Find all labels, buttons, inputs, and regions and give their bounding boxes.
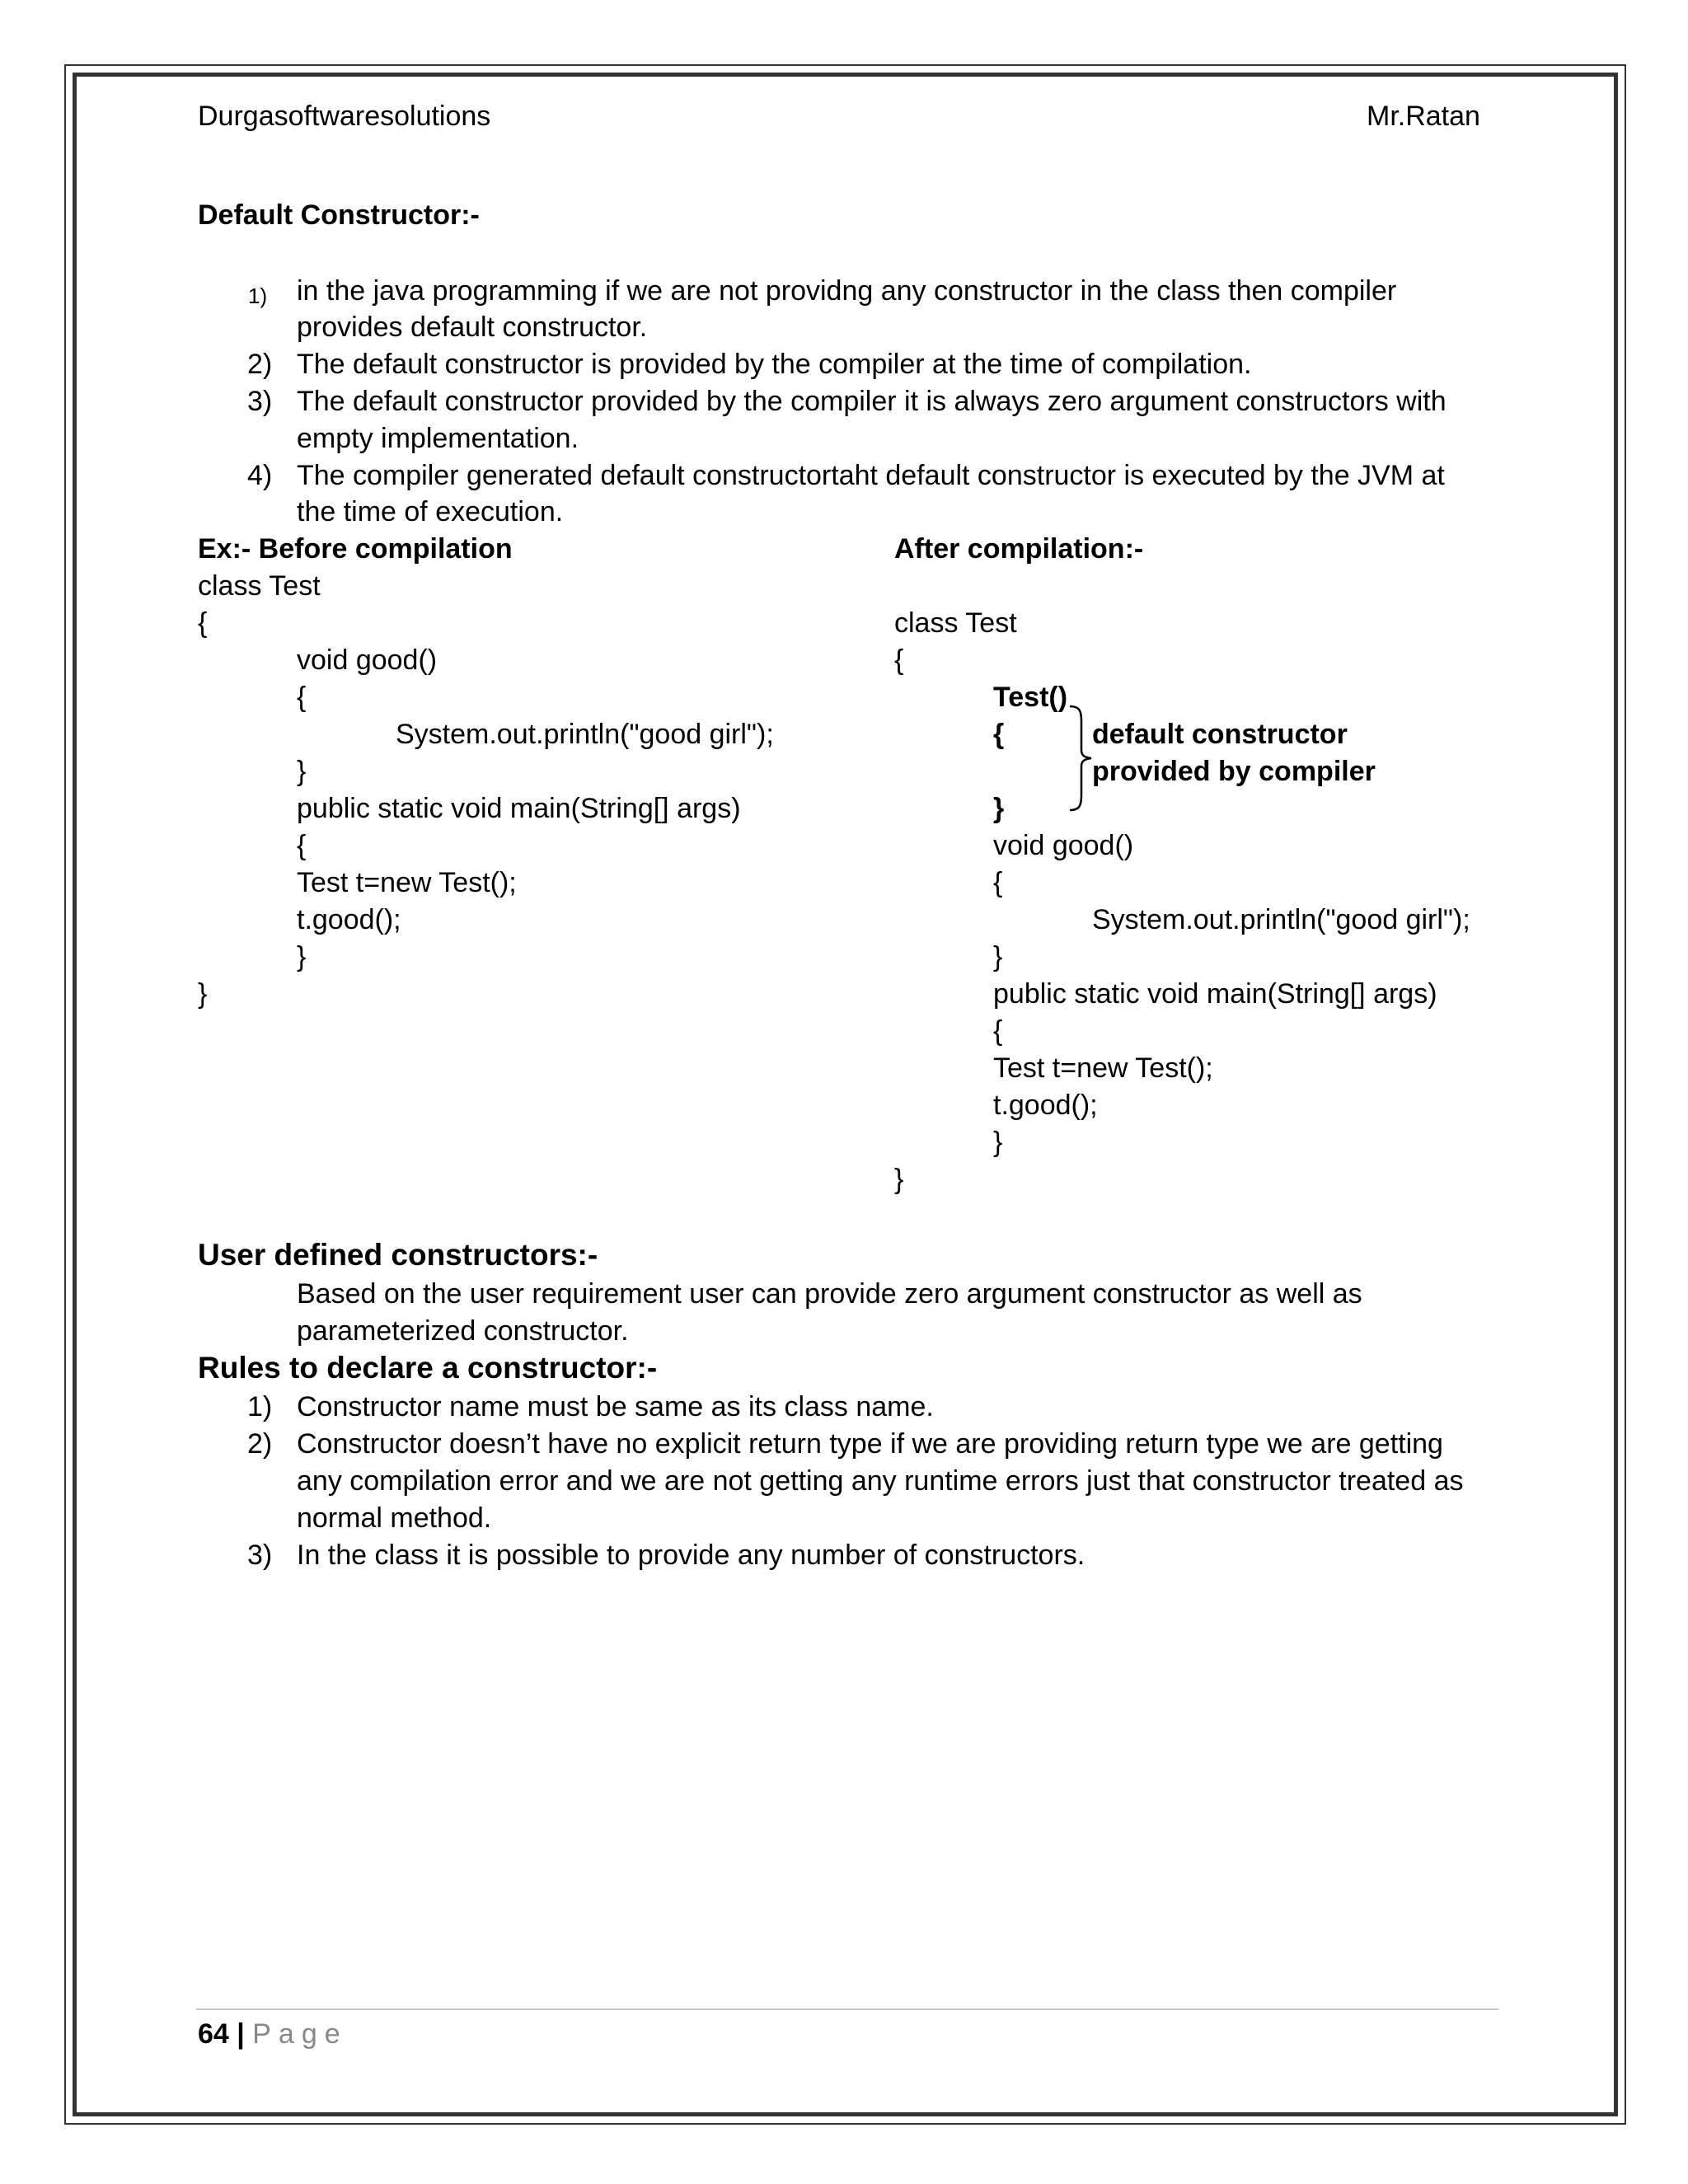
list-item-line: The compiler generated default constructortaht default constructor is executed by the JVM at (297, 460, 1445, 491)
code-line: void good() (297, 644, 438, 676)
code-line: Test t=new Test(); (993, 1052, 1213, 1084)
list-number: 1) (248, 284, 268, 308)
code-line: } (297, 756, 307, 787)
after-compilation-heading: After compilation:- (894, 533, 1144, 565)
code-line: } (993, 941, 1003, 972)
page-word: Page (252, 2018, 348, 2050)
section-title-user-defined: User defined constructors:- (198, 1238, 598, 1272)
list-number: 1) (247, 1391, 273, 1422)
list-item-line: in the java programming if we are not providng any constructor in the class then compiler (297, 275, 1397, 307)
code-line: Test t=new Test(); (297, 867, 517, 898)
list-item-line: the time of execution. (297, 496, 564, 527)
page-number: 64 (198, 2018, 229, 2050)
annotation-line: provided by compiler (1092, 756, 1376, 787)
list-item-line: provides default constructor. (297, 312, 648, 343)
code-line: } (894, 1164, 904, 1195)
code-line-default-constructor: Test() (993, 682, 1068, 713)
code-line-default-constructor: { (993, 719, 1005, 750)
list-item-line: any compilation error and we are not getting any runtime errors just that constructor treated as (297, 1465, 1464, 1497)
code-line: { (993, 867, 1003, 898)
list-item-line: Constructor name must be same as its class name. (297, 1391, 934, 1422)
code-line: } (198, 978, 208, 1010)
code-line: void good() (993, 830, 1134, 861)
header-left: Durgasoftwaresolutions (198, 101, 491, 132)
code-line: } (297, 941, 307, 972)
before-compilation-heading: Ex:- Before compilation (198, 533, 513, 565)
code-line: t.good(); (297, 904, 401, 935)
code-line: { (993, 1015, 1003, 1047)
list-number: 2) (247, 349, 273, 380)
code-line: class Test (894, 607, 1017, 639)
list-number: 3) (247, 1540, 273, 1571)
list-item-line: normal method. (297, 1502, 492, 1534)
code-line: System.out.println("good girl"); (1092, 904, 1470, 935)
list-item-line: The default constructor is provided by the compiler at the time of compilation. (297, 349, 1252, 380)
header-right: Mr.Ratan (1367, 101, 1480, 132)
section-title-default-constructor: Default Constructor:- (198, 199, 480, 231)
list-item-line: empty implementation. (297, 423, 579, 454)
code-line: { (297, 830, 307, 861)
code-line: public static void main(String[] args) (297, 793, 741, 824)
page-separator: | (237, 2018, 245, 2050)
code-line: { (198, 607, 208, 639)
paragraph-line: Based on the user requirement user can provide zero argument constructor as well as (297, 1278, 1362, 1310)
list-number: 2) (247, 1428, 273, 1460)
list-item-line: In the class it is possible to provide any number of constructors. (297, 1540, 1085, 1571)
code-line: } (993, 1127, 1003, 1158)
list-number: 3) (247, 386, 273, 417)
code-line: { (894, 644, 904, 676)
section-title-rules: Rules to declare a constructor:- (198, 1351, 658, 1385)
paragraph-line: parameterized constructor. (297, 1315, 629, 1347)
curly-brace-icon (1063, 705, 1096, 812)
page-footer (198, 2016, 348, 2052)
list-number: 4) (247, 460, 273, 491)
list-item-line: Constructor doesn’t have no explicit return type if we are providing return type we are getting (297, 1428, 1443, 1460)
code-line-default-constructor: } (993, 793, 1005, 824)
code-line: System.out.println("good girl"); (396, 719, 774, 750)
footer-divider (196, 2008, 1498, 2010)
code-line: { (297, 682, 307, 713)
list-item-line: The default constructor provided by the compiler it is always zero argument constructors with (297, 386, 1447, 417)
code-line: t.good(); (993, 1090, 1098, 1121)
code-line: public static void main(String[] args) (993, 978, 1437, 1010)
annotation-line: default constructor (1092, 719, 1348, 750)
code-line: class Test (198, 570, 321, 602)
